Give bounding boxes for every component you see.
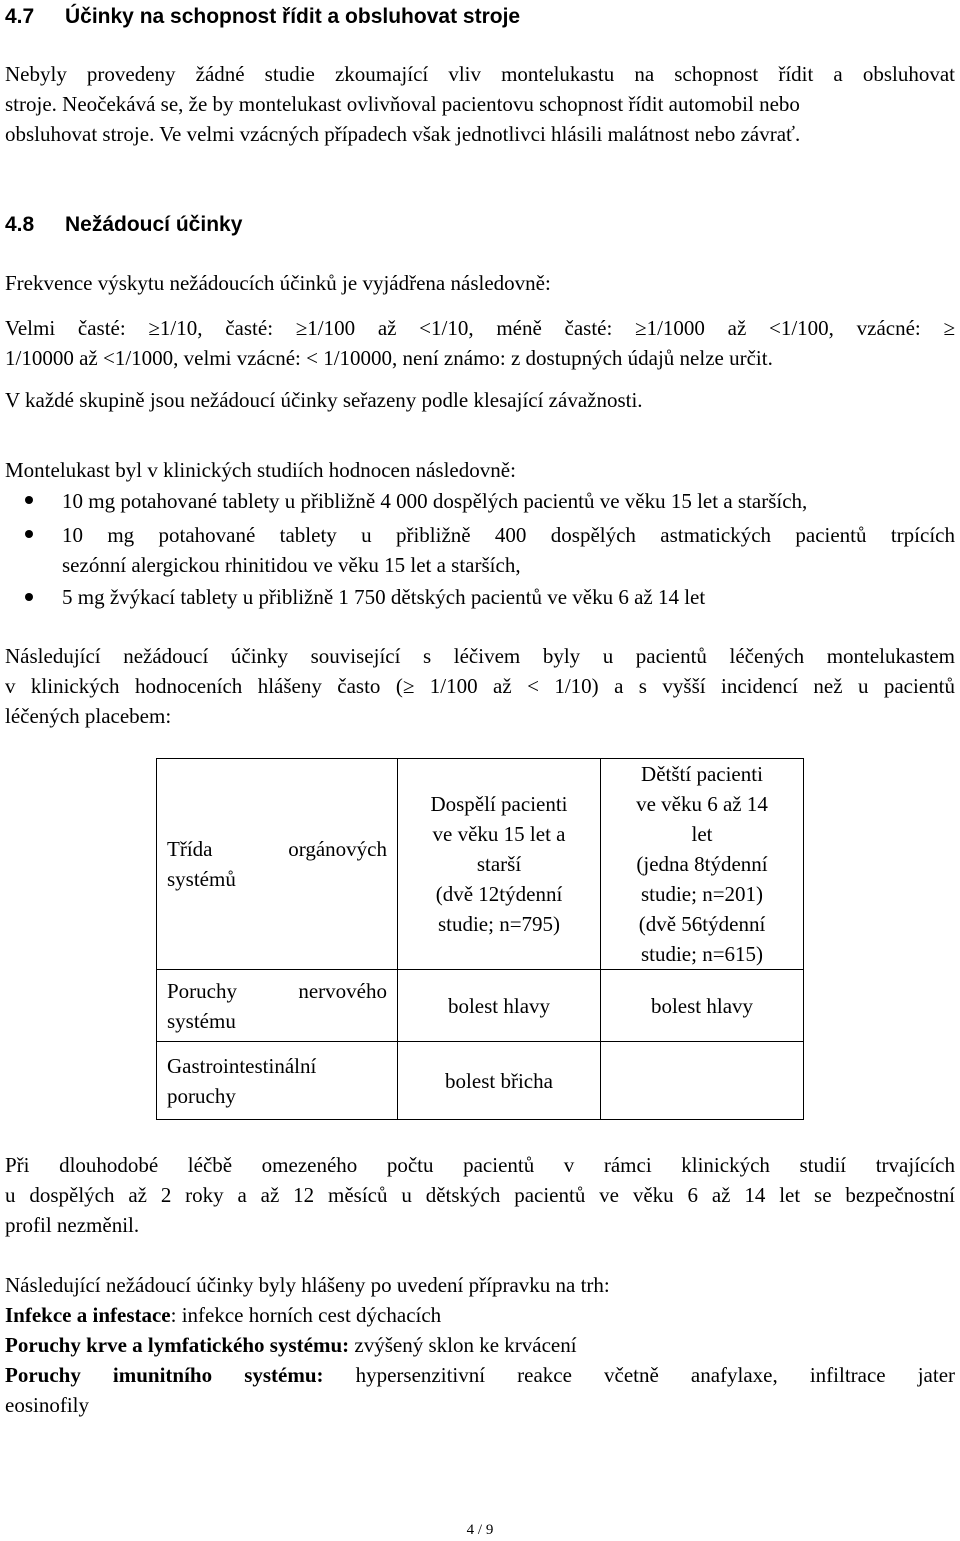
bullet-item: 5 mg žvýkací tablety u přibližně 1 750 dětských pacientů ve věku 6 až 14 let [62, 585, 706, 609]
cell-text: systému [167, 1008, 236, 1033]
evaluation-intro: Montelukast byl v klinických studiích hodnocen následovně: [5, 458, 516, 482]
table-cell-adults: bolest břicha [398, 1042, 601, 1120]
header-text: systémů [167, 867, 236, 891]
paragraph-line: Následující nežádoucí účinky související s léčivem byly u pacientů léčených montelukastem [5, 644, 955, 668]
header-adults [398, 759, 601, 970]
header-text: Třída [167, 837, 213, 861]
table-cell-children [601, 1042, 804, 1120]
bullet-icon [25, 530, 33, 538]
header-text: (dvě 12týdenní [435, 882, 563, 906]
organ-class-label: Poruchy imunitního systému: [5, 1363, 324, 1387]
paragraph-line: u dospělých až 2 roky a až 12 měsíců u dětských pacientů ve věku 6 až 14 let se bezpečnostní [5, 1183, 955, 1207]
header-text: let [691, 822, 713, 846]
table-cell-children: bolest hlavy [601, 970, 804, 1042]
bullet-item-continued: sezónní alergickou rhinitidou ve věku 15 let a starších, [62, 553, 521, 577]
header-text: studie; n=201) [640, 882, 764, 906]
section-heading-4-7 [5, 2, 520, 32]
bullet-item: 10 mg potahované tablety u přibližně 4 000 dospělých pacientů ve věku 15 let a starších, [62, 489, 808, 513]
cell-text: Poruchy [167, 978, 237, 1003]
paragraph-line: stroje. Neočekává se, že by montelukast ovlivňoval pacientovu schopnost řídit automobil nebo [5, 92, 800, 116]
header-organ-class [157, 759, 398, 970]
severity-note: V každé skupině jsou nežádoucí účinky seřazeny podle klesající závažnosti. [5, 388, 643, 412]
paragraph-line: profil nezměnil. [5, 1213, 140, 1237]
section-title: Účinky na schopnost řídit a obsluhovat stroje [65, 5, 521, 28]
header-text: (jedna 8týdenní [636, 852, 768, 876]
paragraph-line: Při dlouhodobé léčbě omezeného počtu pacientů v rámci klinických studií trvajících [5, 1153, 955, 1177]
header-text: starší [476, 852, 522, 876]
cell-text: nervového [298, 978, 387, 1003]
postmarketing-item [5, 1300, 441, 1330]
header-text: orgánových [288, 837, 387, 861]
header-text: Dospělí pacienti [430, 792, 568, 816]
header-text: studie; n=795) [437, 912, 561, 936]
header-text: studie; n=615) [640, 942, 764, 966]
bullet-icon [25, 496, 33, 504]
table-cell-organ-class [157, 970, 398, 1042]
paragraph-line: Nebyly provedeny žádné studie zkoumající vliv montelukastu na schopnost řídit a obsluhovat [5, 62, 955, 86]
table-cell-adults: bolest hlavy [398, 970, 601, 1042]
organ-class-label: Infekce a infestace [5, 1303, 171, 1327]
cell-text: Gastrointestinální [167, 1053, 317, 1078]
paragraph-line: léčených placebem: [5, 704, 172, 728]
postmarketing-item [5, 1360, 955, 1390]
section-number: 4.7 [5, 5, 35, 28]
page-number: 4 / 9 [466, 1522, 494, 1538]
adverse-effects-table [156, 758, 804, 1120]
section-heading-4-8 [5, 210, 242, 240]
organ-class-label: Poruchy krve a lymfatického systému: [5, 1333, 350, 1357]
frequency-definitions-line: Velmi časté: ≥1/10, časté: ≥1/100 až <1/10, méně časté: ≥1/1000 až <1/100, vzácné: ≥ [5, 316, 955, 340]
effect-text: zvýšený sklon ke krvácení [349, 1333, 577, 1357]
postmarketing-intro: Následující nežádoucí účinky byly hlášeny po uvedení přípravku na trh: [5, 1273, 610, 1297]
bullet-item: 10 mg potahované tablety u přibližně 400 dospělých astmatických pacientů trpících [62, 523, 955, 547]
header-children [601, 759, 804, 970]
effect-text: : infekce horních cest dýchacích [170, 1303, 442, 1327]
paragraph-line: obsluhovat stroje. Ve velmi vzácných případech však jednotlivci hlásili malátnost nebo závrať. [5, 122, 801, 146]
section-number: 4.8 [5, 213, 35, 236]
postmarketing-item-continued: eosinofily [5, 1393, 89, 1417]
paragraph-line: v klinických hodnoceních hlášeny často (≥ 1/100 až < 1/10) a s vyšší incidencí než u pacientů [5, 674, 955, 698]
header-text: ve věku 15 let a [432, 822, 566, 846]
bullet-icon [25, 593, 33, 601]
header-text: Dětští pacienti [641, 762, 763, 786]
postmarketing-item [5, 1330, 577, 1360]
effect-text: hypersenzitivní reakce včetně anafylaxe, infiltrace jater [323, 1363, 956, 1387]
header-text: ve věku 6 až 14 [636, 792, 768, 816]
table-row [157, 970, 804, 1042]
table-row [157, 1042, 804, 1120]
header-text: (dvě 56týdenní [638, 912, 766, 936]
frequency-definitions-line: 1/10000 až <1/1000, velmi vzácné: < 1/10000, není známo: z dostupných údajů nelze určit. [5, 346, 773, 370]
frequency-intro: Frekvence výskytu nežádoucích účinků je vyjádřena následovně: [5, 271, 551, 295]
cell-text: poruchy [167, 1083, 236, 1108]
section-title: Nežádoucí účinky [65, 213, 243, 236]
table-header-row [157, 759, 804, 970]
table-cell-organ-class [157, 1042, 398, 1120]
